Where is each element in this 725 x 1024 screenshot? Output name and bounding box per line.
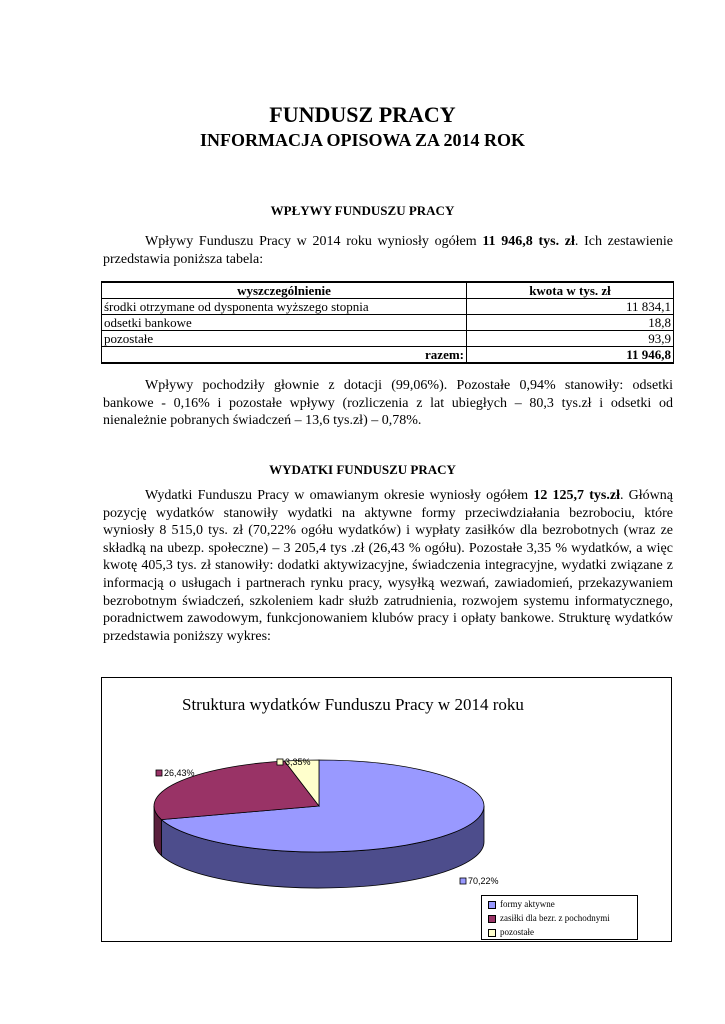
- legend-label-other: pozostałe: [500, 927, 534, 937]
- table-row: [102, 315, 674, 331]
- legend-swatch-other: [488, 929, 496, 937]
- data-label-swatch-1: [156, 770, 162, 776]
- table-total-label: razem:: [102, 347, 467, 364]
- table-header-row: [102, 282, 674, 299]
- legend-label-active-forms: formy aktywne: [500, 899, 555, 909]
- chart-legend: [481, 895, 638, 940]
- table-cell-value: 93,9: [467, 331, 674, 347]
- income-intro-text: Wpływy Funduszu Pracy w 2014 roku wyniosły ogółem: [145, 234, 483, 249]
- table-header-amount: kwota w tys. zł: [467, 282, 674, 299]
- legend-swatch-active-forms: [488, 901, 496, 909]
- expenses-paragraph: [103, 487, 673, 645]
- expenses-pie-chart: [101, 677, 672, 942]
- section-heading-expenses: WYDATKI FUNDUSZU PRACY: [269, 462, 456, 477]
- data-label-swatch-2: [277, 759, 283, 765]
- chart-title: Struktura wydatków Funduszu Pracy w 2014 roku: [182, 695, 524, 714]
- table-row: [102, 299, 674, 315]
- expenses-text: Wydatki Funduszu Pracy w omawianym okresie wyniosły ogółem: [145, 488, 534, 503]
- table-total-value: 11 946,8: [467, 347, 674, 364]
- table-cell-label: środki otrzymane od dysponenta wyższego stopnia: [102, 299, 467, 315]
- table-total-row: [102, 347, 674, 364]
- legend-label-benefits: zasiłki dla bezr. z pochodnymi: [500, 913, 610, 923]
- table-cell-value: 11 834,1: [467, 299, 674, 315]
- page-subtitle: INFORMACJA OPISOWA ZA 2014 ROK: [199, 130, 526, 150]
- expenses-text-end: . Główną pozycję wydatków stanowiły wydatki na aktywne formy przeciwdziałania bezrobociu, które wyniosły 8 515,0 tys. zł (70,22% ogółu wydatków) i wypłaty zasiłków dla bezrobotnych (wraz ze składką na ubezp. społeczne) – 3 205,4 tys .zł (26,43 % ogółu). Pozostałe 3,35 % wydatków, a więc kwotę 405,3 tys. zł stanowiły: dodatki aktywizacyjne, świadczenia integracyjne, wydatki związane z informacją o usługach i partnerach rynku pracy, wysyłką wezwań, zawiadomień, przekazywaniem bezrobotnym świadczeń, szkoleniem kadr służb zatrudnienia, rozwojem systemu informatycznego, poradnictwem zawodowym, funkcjonowaniem klubów pracy i opłaty bankowe. Strukturę wydatków przedstawia poniższy wykres:: [103, 488, 673, 644]
- income-intro-text-end: . Ich zestawienie przedstawia poniższa tabela:: [103, 234, 673, 267]
- income-intro-paragraph: [103, 233, 673, 268]
- page-title: FUNDUSZ PRACY: [269, 102, 456, 127]
- income-explanation-paragraph: [103, 377, 673, 430]
- table-header-description: wyszczególnienie: [102, 282, 467, 299]
- data-label-1: 26,43%: [164, 768, 195, 778]
- table-row: [102, 331, 674, 347]
- income-total-highlight: 11 946,8 tys. zł: [482, 234, 575, 249]
- legend-swatch-benefits: [488, 915, 496, 923]
- section-heading-income: WPŁYWY FUNDUSZU PRACY: [270, 203, 455, 218]
- expenses-total-highlight: 12 125,7 tys.zł: [533, 488, 620, 503]
- table-cell-label: odsetki bankowe: [102, 315, 467, 331]
- data-label-swatch-0: [460, 878, 466, 884]
- table-cell-value: 18,8: [467, 315, 674, 331]
- data-label-2: 3,35%: [285, 757, 311, 767]
- data-label-0: 70,22%: [468, 876, 499, 886]
- income-table: [101, 281, 674, 364]
- income-explanation-text: Wpływy pochodziły głownie z dotacji (99,06%). Pozostałe 0,94% stanowiły: odsetki bankowe - 0,16% i pozostałe wpływy (rozliczenia z lat ubiegłych – 80,3 tys.zł i odsetki od nienależnie pobranych świadczeń – 13,6 tys.zł) – 0,78%.: [103, 378, 673, 429]
- table-cell-label: pozostałe: [102, 331, 467, 347]
